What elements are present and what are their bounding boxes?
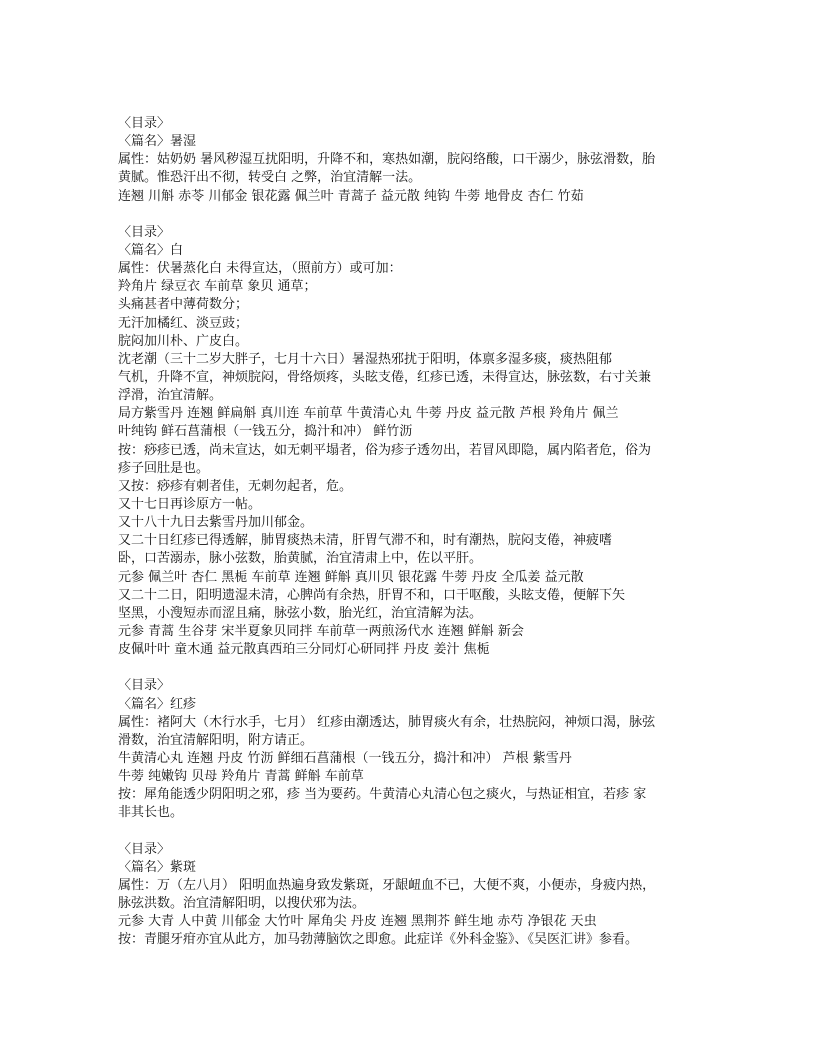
document-section [118, 841, 718, 950]
document-section [118, 224, 718, 659]
text-line: 元参 青蒿 生谷芽 宋半夏象贝同拌 车前草一两煎汤代水 连翘 鲜斛 新会 [118, 623, 524, 639]
text-line: 又二十日红疹已得透解，肺胃痰热未清，肝胃气滞不和，时有潮热，脘闷支倦，神疲嗜 [118, 533, 613, 549]
text-line: 局方紫雪丹 连翘 鲜扁斛 真川连 车前草 牛黄清心丸 牛蒡 丹皮 益元散 芦根 羚角片 佩兰 [118, 406, 619, 422]
text-line: 坚黑，小溲短赤而涩且痛，脉弦小数，胎光红，治宜清解为法。 [118, 605, 483, 621]
section-gap [118, 659, 718, 677]
text-line: 属性：万（左八月） 阳明血热遍身致发紫斑，牙龈衄血不已，大便不爽，小便赤，身疲内热， [118, 877, 656, 893]
toc-marker: 〈目录〉 [118, 841, 171, 857]
text-line: 牛黄清心丸 连翘 丹皮 竹沥 鲜细石菖蒲根（一钱五分，捣汁和冲） 芦根 紫雪丹 [118, 750, 572, 766]
section-gap [118, 206, 718, 224]
text-line: 卧，口苦溺赤，脉小弦数，胎黄腻，治宜清肃上中，佐以平肝。 [118, 551, 483, 567]
text-line: 又按：痧疹有刺者佳，无刺勿起者，危。 [118, 478, 353, 494]
text-line: 脉弦洪数。治宜清解阳明，以搜伏邪为法。 [118, 896, 366, 912]
text-line: 牛蒡 纯嫩钩 贝母 羚角片 青蒿 鲜斛 车前草 [118, 769, 364, 785]
text-line: 属性：姑奶奶 暑风秽湿互扰阳明，升降不和，寒热如潮，脘闷络酸，口干溺少，脉弦滑数，胎 [118, 152, 656, 168]
chapter-title: 〈篇名〉紫斑 [118, 859, 197, 875]
text-line: 头痛甚者中薄荷数分； [118, 297, 249, 313]
text-line: 按：痧疹已透，尚未宣达，如无刺平塌者，俗为疹子透勿出，若冒风即隐，属内陷者危，俗为 [118, 442, 652, 458]
text-line: 元参 佩兰叶 杏仁 黑栀 车前草 连翘 鲜斛 真川贝 银花露 牛蒡 丹皮 全瓜姜 益元散 [118, 569, 584, 585]
section-gap [118, 822, 718, 840]
text-line: 黄腻。惟恐汗出不彻，转受白 之弊，治宜清解一法。 [118, 170, 422, 186]
text-line: 元参 大青 人中黄 川郁金 大竹叶 犀角尖 丹皮 连翘 黑荆芥 鲜生地 赤芍 净银花 天虫 [118, 914, 597, 930]
text-line: 疹子回肚是也。 [118, 460, 210, 476]
text-line: 又十七日再诊原方一帖。 [118, 496, 262, 512]
text-line: 沈老潮（三十二岁大胖子，七月十六日）暑湿热邪扰于阳明，体禀多湿多痰，痰热阻郁 [118, 351, 613, 367]
text-line: 按：青腿牙疳亦宜从此方，加马勃薄脑饮之即愈。此症详《外科金鉴》、《吴医汇讲》参看。 [118, 932, 639, 948]
text-line: 浮滑，治宜清解。 [118, 388, 223, 404]
text-line: 连翘 川斛 赤苓 川郁金 银花露 佩兰叶 青蒿子 益元散 纯钩 牛蒡 地骨皮 杏仁 竹茹 [118, 188, 584, 204]
chapter-title: 〈篇名〉红疹 [118, 696, 197, 712]
text-line: 非其长也。 [118, 805, 184, 821]
chapter-title: 〈篇名〉暑湿 [118, 134, 197, 150]
chapter-title: 〈篇名〉白 [118, 242, 184, 258]
toc-marker: 〈目录〉 [118, 678, 171, 694]
document-section [118, 677, 718, 822]
text-line: 皮佩叶叶 童木通 益元散真西珀三分同灯心研同拌 丹皮 姜汁 焦栀 [118, 642, 490, 658]
toc-marker: 〈目录〉 [118, 116, 171, 131]
text-line: 羚角片 绿豆衣 车前草 象贝 通草； [118, 279, 317, 295]
toc-marker: 〈目录〉 [118, 224, 171, 240]
text-line: 滑数，治宜清解阳明，附方请正。 [118, 732, 314, 748]
text-line: 又二十二日，阳明遗湿未清，心脾尚有余热，肝胃不和，口干呕酸，头眩支倦，便解下矢 [118, 587, 626, 603]
text-line: 属性：褚阿大（木行水手，七月） 红疹由潮透达，肺胃痰火有余，壮热脘闷，神烦口渴，脉弦 [118, 714, 656, 730]
text-line: 又十八十九日去紫雪丹加川郁金。 [118, 515, 314, 531]
text-line: 脘闷加川朴、广皮白。 [118, 333, 249, 349]
document-section [118, 115, 718, 206]
text-line: 无汗加橘红、淡豆豉； [118, 315, 249, 331]
text-line: 按：犀角能透少阴阳明之邪，疹 当为要药。牛黄清心丸清心包之痰火，与热证相宜，若疹 家 [118, 787, 647, 803]
text-line: 属性：伏暑蒸化白 未得宣达，（照前方）或可加： [118, 261, 402, 277]
text-line: 叶纯钩 鲜石菖蒲根（一钱五分，捣汁和冲） 鲜竹沥 [118, 424, 413, 440]
text-line: 气机，升降不宣，神烦脘闷，骨络烦疼，头眩支倦，红疹已透，未得宣达，脉弦数，右寸关兼 [118, 369, 652, 385]
document-page [118, 115, 718, 949]
